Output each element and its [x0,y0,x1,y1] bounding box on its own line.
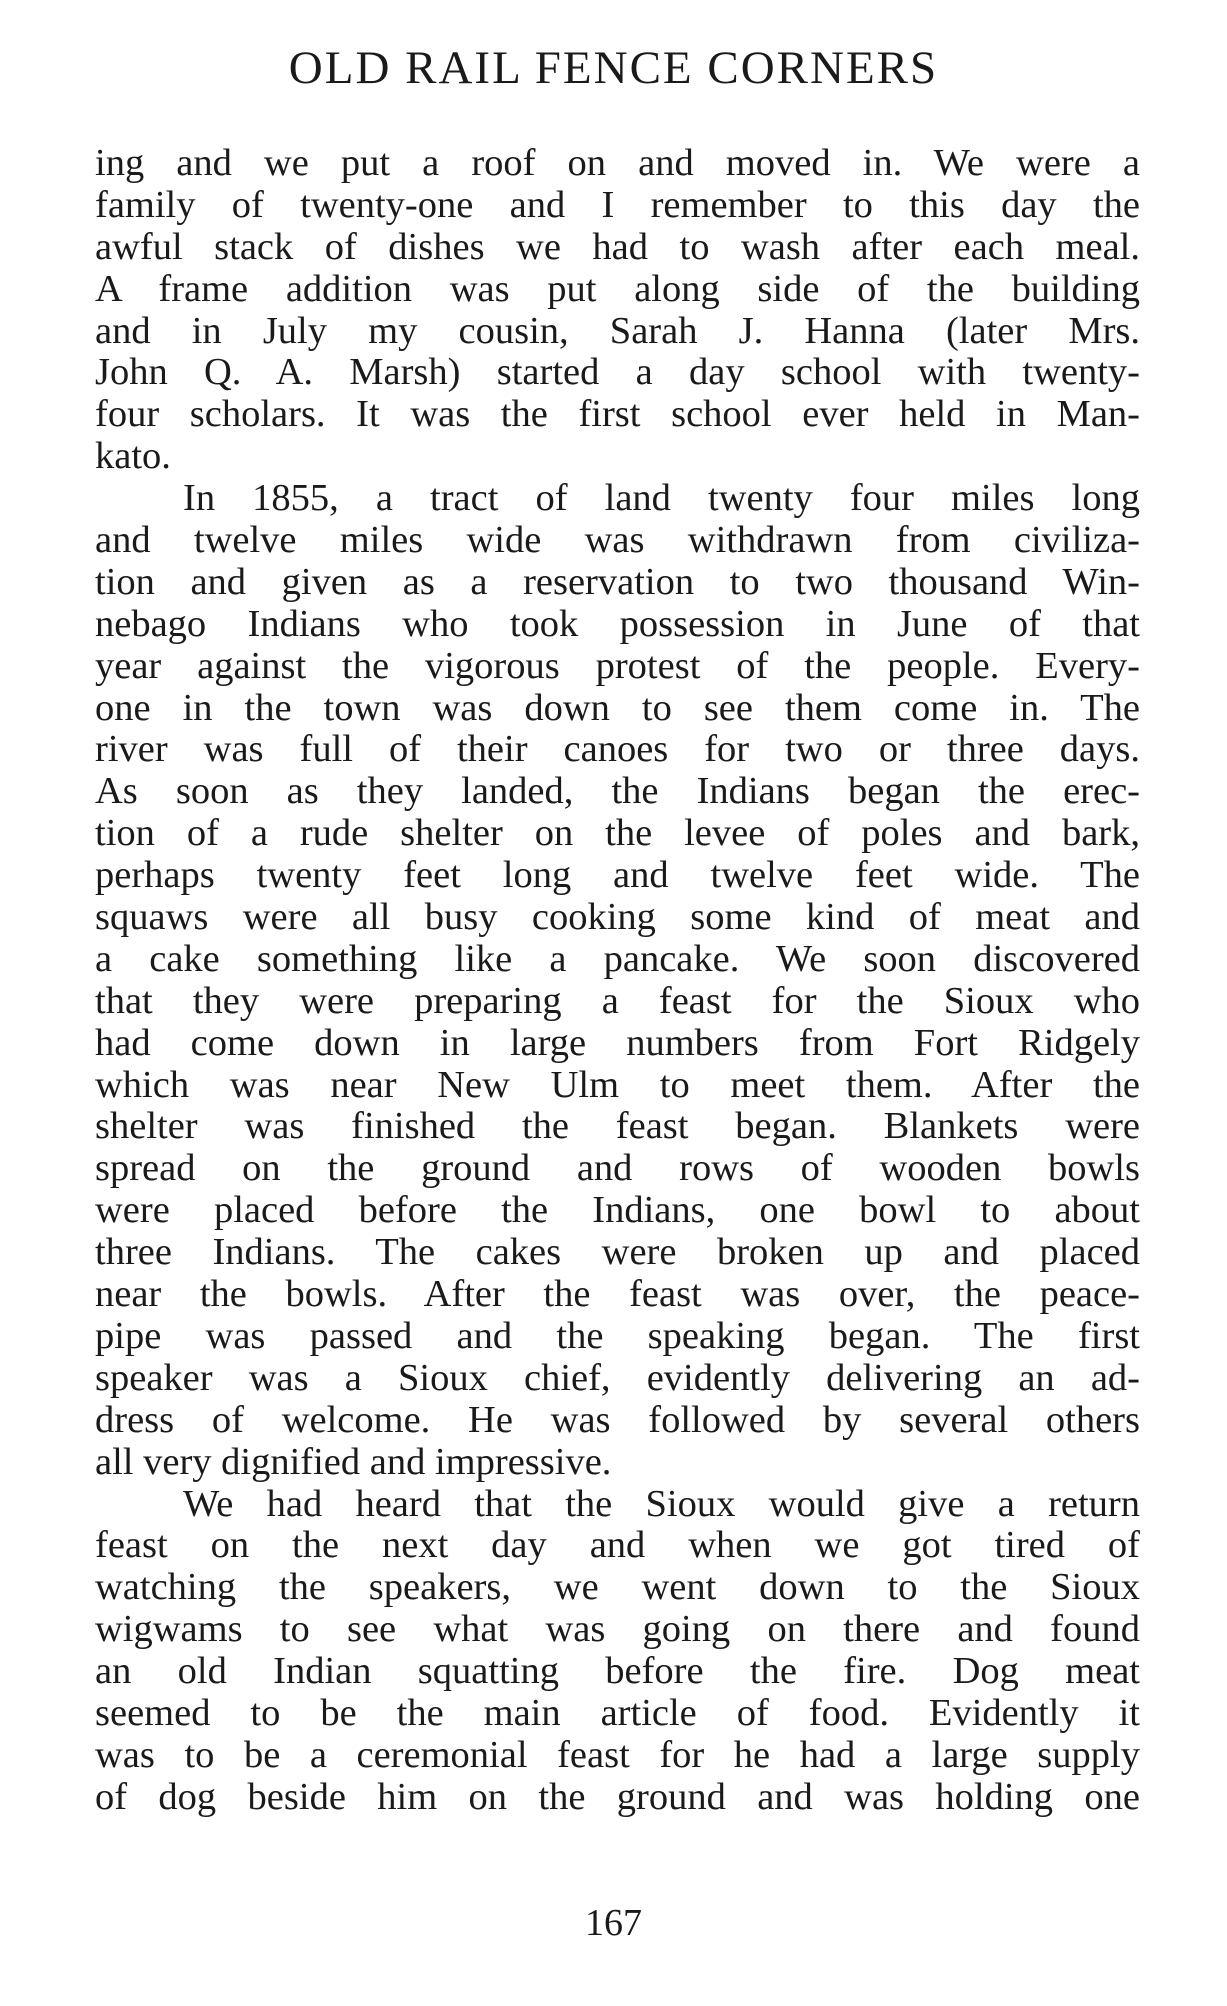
text-line: three Indians. The cakes were broken up and placed [95,1231,1140,1274]
text-line: were placed before the Indians, one bowl to about [95,1189,1140,1232]
page-number: 167 [585,1902,642,1944]
text-line: We had heard that the Sioux would give a return [183,1482,1140,1525]
text-line: seemed to be the main article of food. Evidently it [95,1691,1140,1734]
text-line: an old Indian squatting before the fire. Dog meat [95,1650,1140,1693]
text-line: four scholars. It was the first school ever held in Man- [95,393,1140,436]
text-line: John Q. A. Marsh) started a day school with twenty- [95,351,1140,394]
text-line: perhaps twenty feet long and twelve feet wide. The [95,854,1140,897]
text-line: was to be a ceremonial feast for he had a large supply [95,1733,1140,1776]
text-line: and twelve miles wide was withdrawn from civiliza- [95,519,1140,562]
text-line: spread on the ground and rows of wooden bowls [95,1147,1140,1190]
text-line: and in July my cousin, Sarah J. Hanna (later Mrs. [95,309,1140,352]
text-line: In 1855, a tract of land twenty four miles long [183,477,1140,520]
text-line: river was full of their canoes for two or three days. [95,728,1140,771]
running-head: OLD RAIL FENCE CORNERS [288,42,939,94]
text-line: As soon as they landed, the Indians began the erec- [95,770,1140,813]
text-line: kato. [95,435,171,478]
text-line: wigwams to see what was going on there and found [95,1608,1140,1651]
text-line: that they were preparing a feast for the Sioux who [95,979,1140,1022]
text-line: dress of welcome. He was followed by several others [95,1398,1140,1441]
text-line: feast on the next day and when we got tired of [95,1524,1140,1567]
text-line: which was near New Ulm to meet them. After the [95,1063,1140,1106]
text-line: family of twenty-one and I remember to this day the [95,183,1140,226]
text-line: tion and given as a reservation to two thousand Win- [95,560,1140,603]
text-line: near the bowls. After the feast was over, the peace- [95,1273,1140,1316]
text-line: of dog beside him on the ground and was holding one [95,1775,1140,1818]
text-line: watching the speakers, we went down to the Sioux [95,1566,1140,1609]
text-line: squaws were all busy cooking some kind of meat and [95,896,1140,939]
text-line: all very dignified and impressive. [95,1440,612,1483]
text-line: one in the town was down to see them come in. The [95,686,1140,729]
text-line: ing and we put a roof on and moved in. We were a [95,142,1140,184]
body-text [95,143,1140,1819]
text-line: year against the vigorous protest of the people. Every- [95,644,1140,687]
text-line: awful stack of dishes we had to wash after each meal. [95,225,1140,268]
text-line: shelter was finished the feast began. Blankets were [95,1105,1140,1148]
text-line: A frame addition was put along side of the building [95,267,1140,310]
text-line: pipe was passed and the speaking began. The first [95,1314,1140,1357]
text-line: nebago Indians who took possession in June of that [95,602,1140,645]
text-line: a cake something like a pancake. We soon discovered [95,937,1140,980]
text-line: tion of a rude shelter on the levee of poles and bark, [95,812,1140,855]
text-line: had come down in large numbers from Fort Ridgely [95,1021,1140,1064]
text-line: speaker was a Sioux chief, evidently delivering an ad- [95,1356,1140,1399]
